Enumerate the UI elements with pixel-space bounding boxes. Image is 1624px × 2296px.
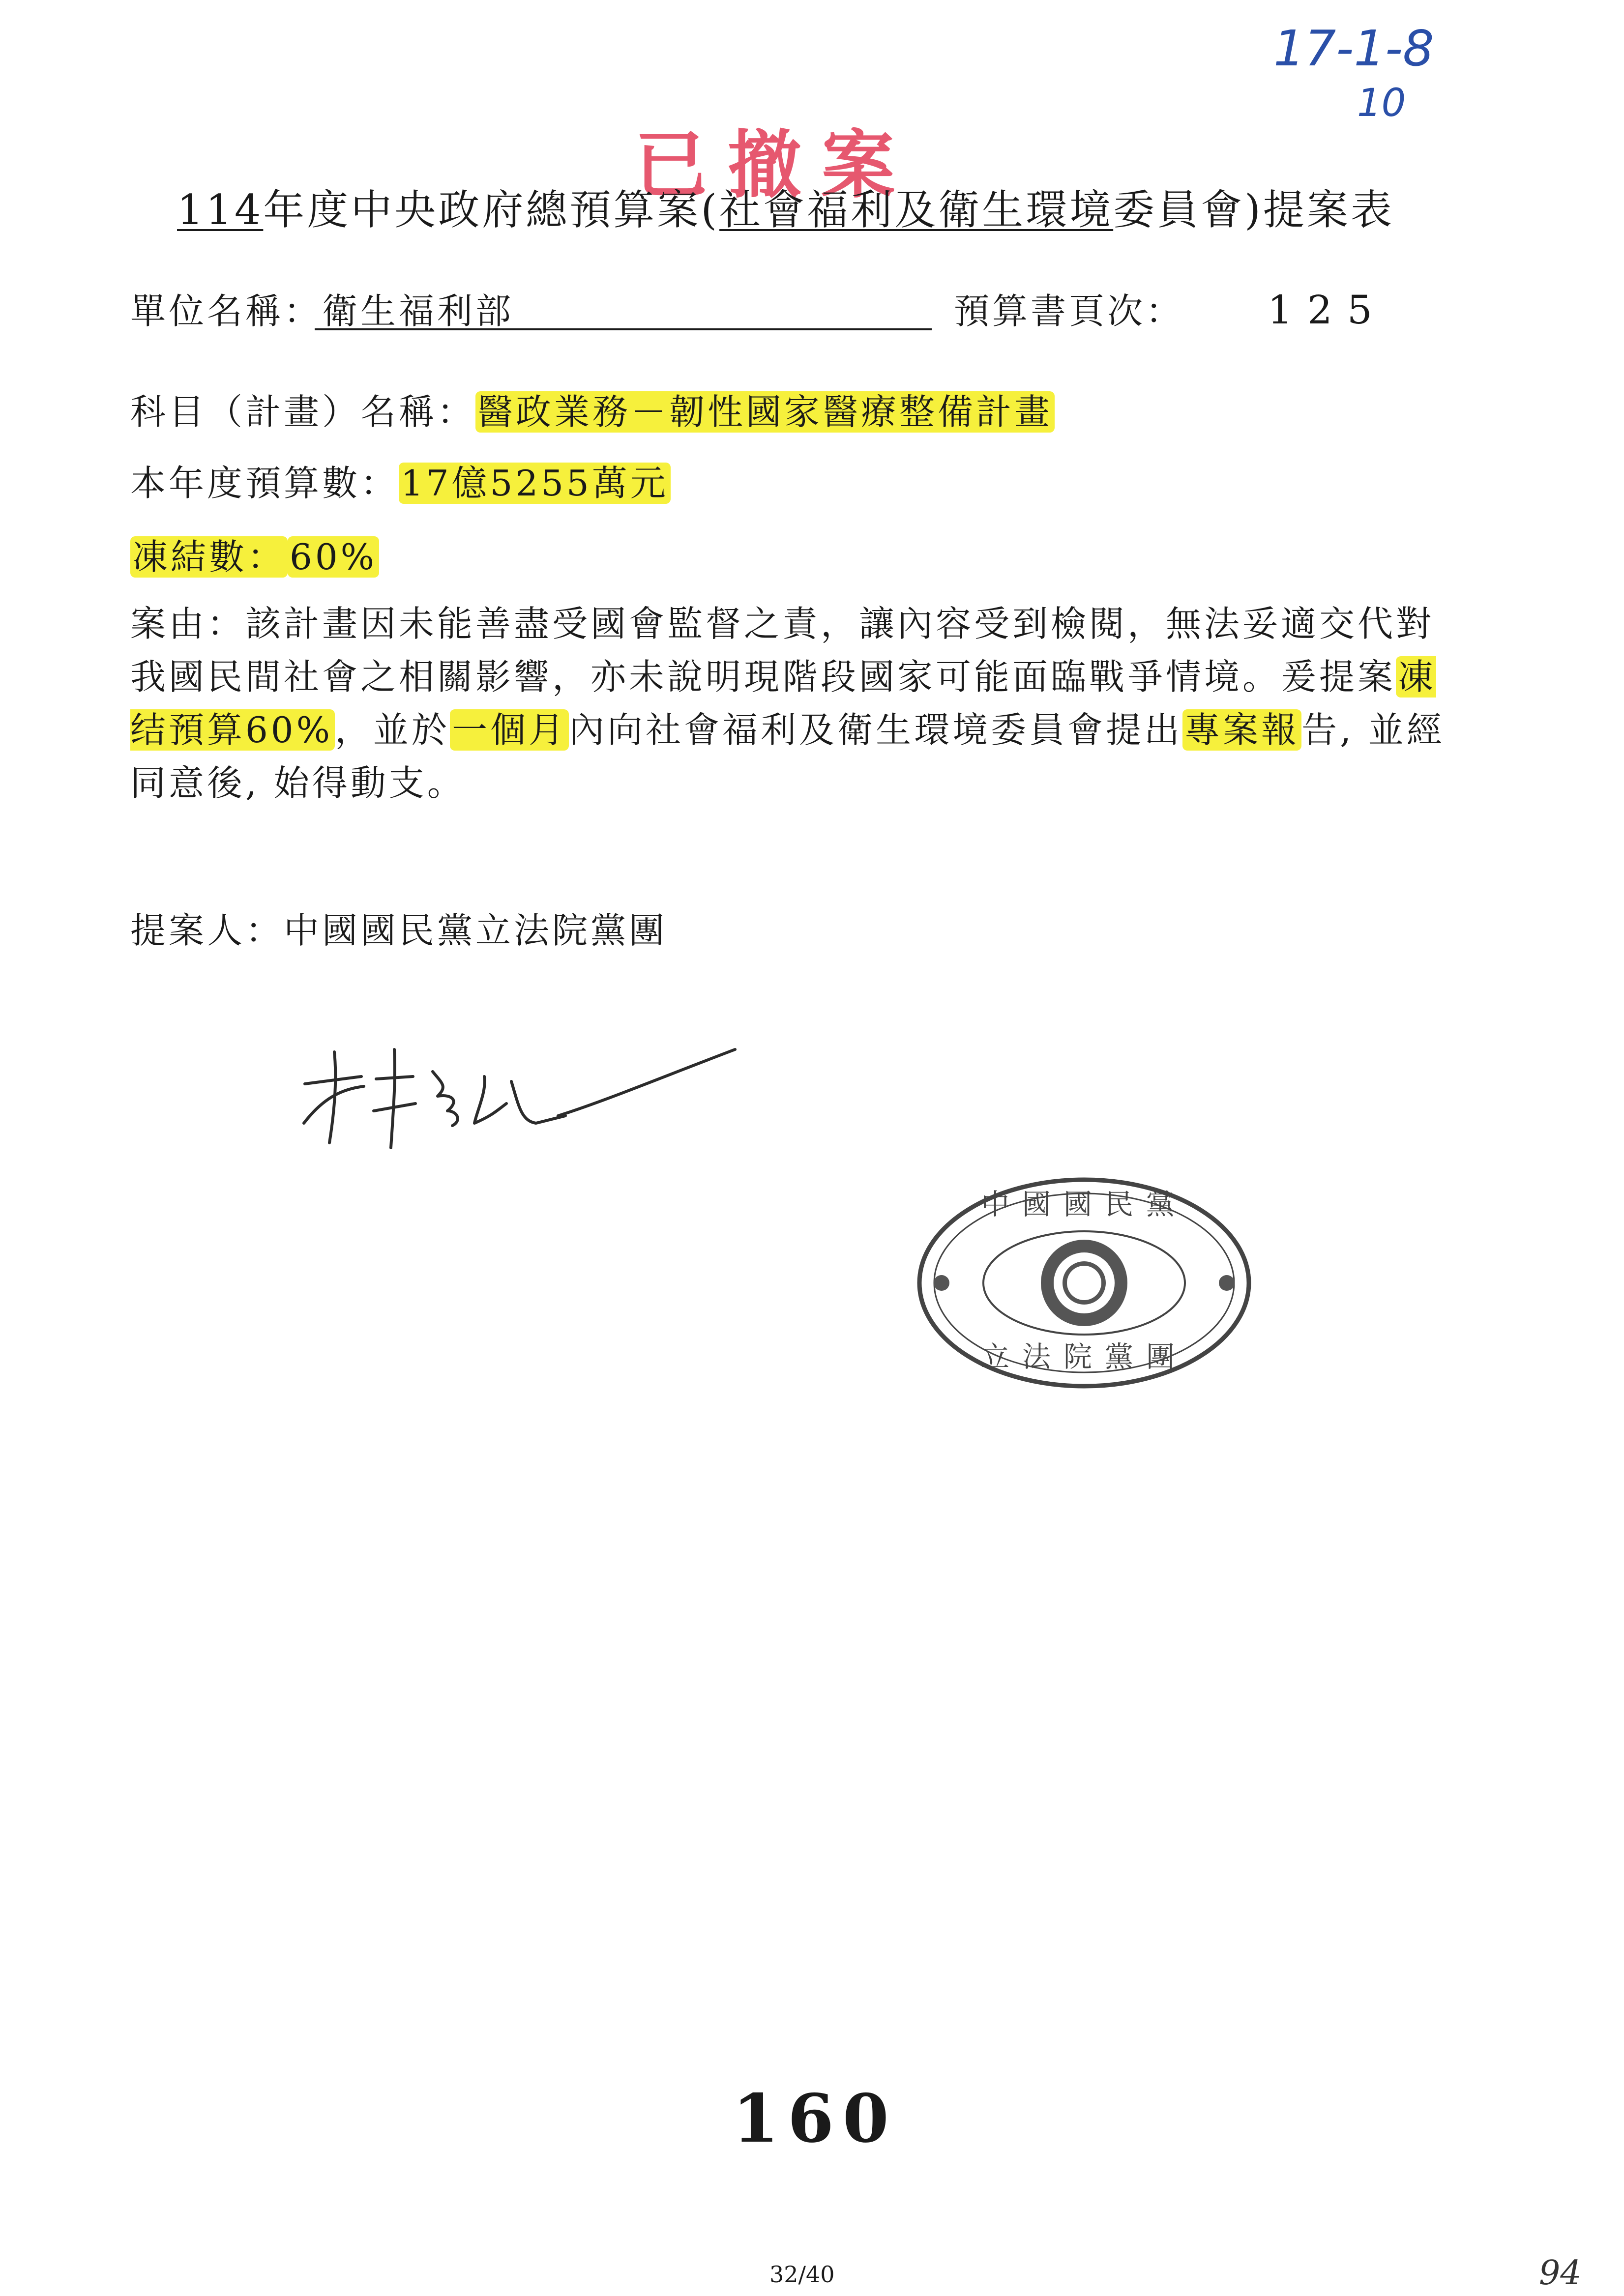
- handwritten-signature: [290, 1037, 742, 1165]
- svg-text:中國國民黨: 中國國民黨: [980, 1188, 1188, 1221]
- title-part2: 委員會)提案表: [1113, 186, 1394, 234]
- title-part1: 年度中央政府總預算案(: [263, 186, 720, 234]
- handwritten-sub-note: [1357, 81, 1406, 125]
- freeze-value: 60%: [288, 536, 379, 578]
- unit-label: 單位名稱：: [130, 291, 323, 332]
- page-footer: 32/40: [769, 2261, 835, 2288]
- freeze-row: [130, 528, 379, 580]
- reason-text-4: 告, 並經同意後, 始得動支。: [130, 709, 1445, 804]
- title-year: 114: [177, 186, 264, 234]
- subject-row: [130, 383, 1055, 435]
- annual-budget-row: [130, 455, 671, 506]
- budget-label: 本年度預算數：: [130, 463, 399, 504]
- svg-text:立法院黨團: 立法院黨團: [980, 1340, 1188, 1373]
- withdrawn-stamp: 已撤案: [634, 122, 915, 208]
- party-seal: [912, 1172, 1256, 1394]
- handwritten-sub: 10: [1357, 81, 1406, 125]
- reason-paragraph: [130, 597, 1458, 810]
- budget-value: 17億5255萬元: [399, 463, 671, 504]
- unit-name-row: [130, 283, 514, 334]
- handwritten-date: 17-1-8: [1273, 20, 1434, 77]
- reason-text-3: 內向社會福利及衛生環境委員會提出: [569, 709, 1183, 751]
- page-ref-value: 125: [1268, 287, 1387, 333]
- page-stamp-number: 160: [733, 2079, 898, 2157]
- unit-underline: [315, 328, 932, 330]
- handwritten-date-note: [1273, 20, 1434, 77]
- freeze-label: 凍結數：: [130, 536, 288, 578]
- subject-value: 醫政業務－韌性國家醫療整備計畫: [475, 391, 1055, 433]
- reason-text-2: ，並於: [335, 709, 450, 751]
- unit-value: 衛生福利部: [322, 291, 514, 332]
- document-title: [177, 177, 1394, 236]
- reason-highlight-report: 專案報: [1182, 709, 1301, 751]
- page-ref-label: 預算書頁次：: [954, 291, 1184, 332]
- corner-handwritten-number: 94: [1539, 2254, 1582, 2293]
- title-committee: 社會福利及衛生環境: [719, 186, 1114, 234]
- reason-text-1: 案由：該計畫因未能善盡受國會監督之責，讓內容受到檢閱，無法妥適交代對我國民間社會之相關影響，亦未說明現階段國家可能面臨戰爭情境。爰提案: [130, 603, 1435, 698]
- proposer-row: [130, 902, 667, 953]
- subject-label: 科目（計畫）名稱：: [130, 391, 476, 433]
- sun-emblem-icon: [1041, 1240, 1127, 1326]
- budget-book-page-row: [954, 283, 1387, 334]
- reason-highlight-month: 一個月: [450, 709, 569, 751]
- reason-highlight-freeze: 凍结預算60%: [130, 656, 1437, 751]
- proposer-label: 提案人：: [130, 910, 284, 951]
- proposer-value: 中國國民黨立法院黨團: [284, 910, 668, 951]
